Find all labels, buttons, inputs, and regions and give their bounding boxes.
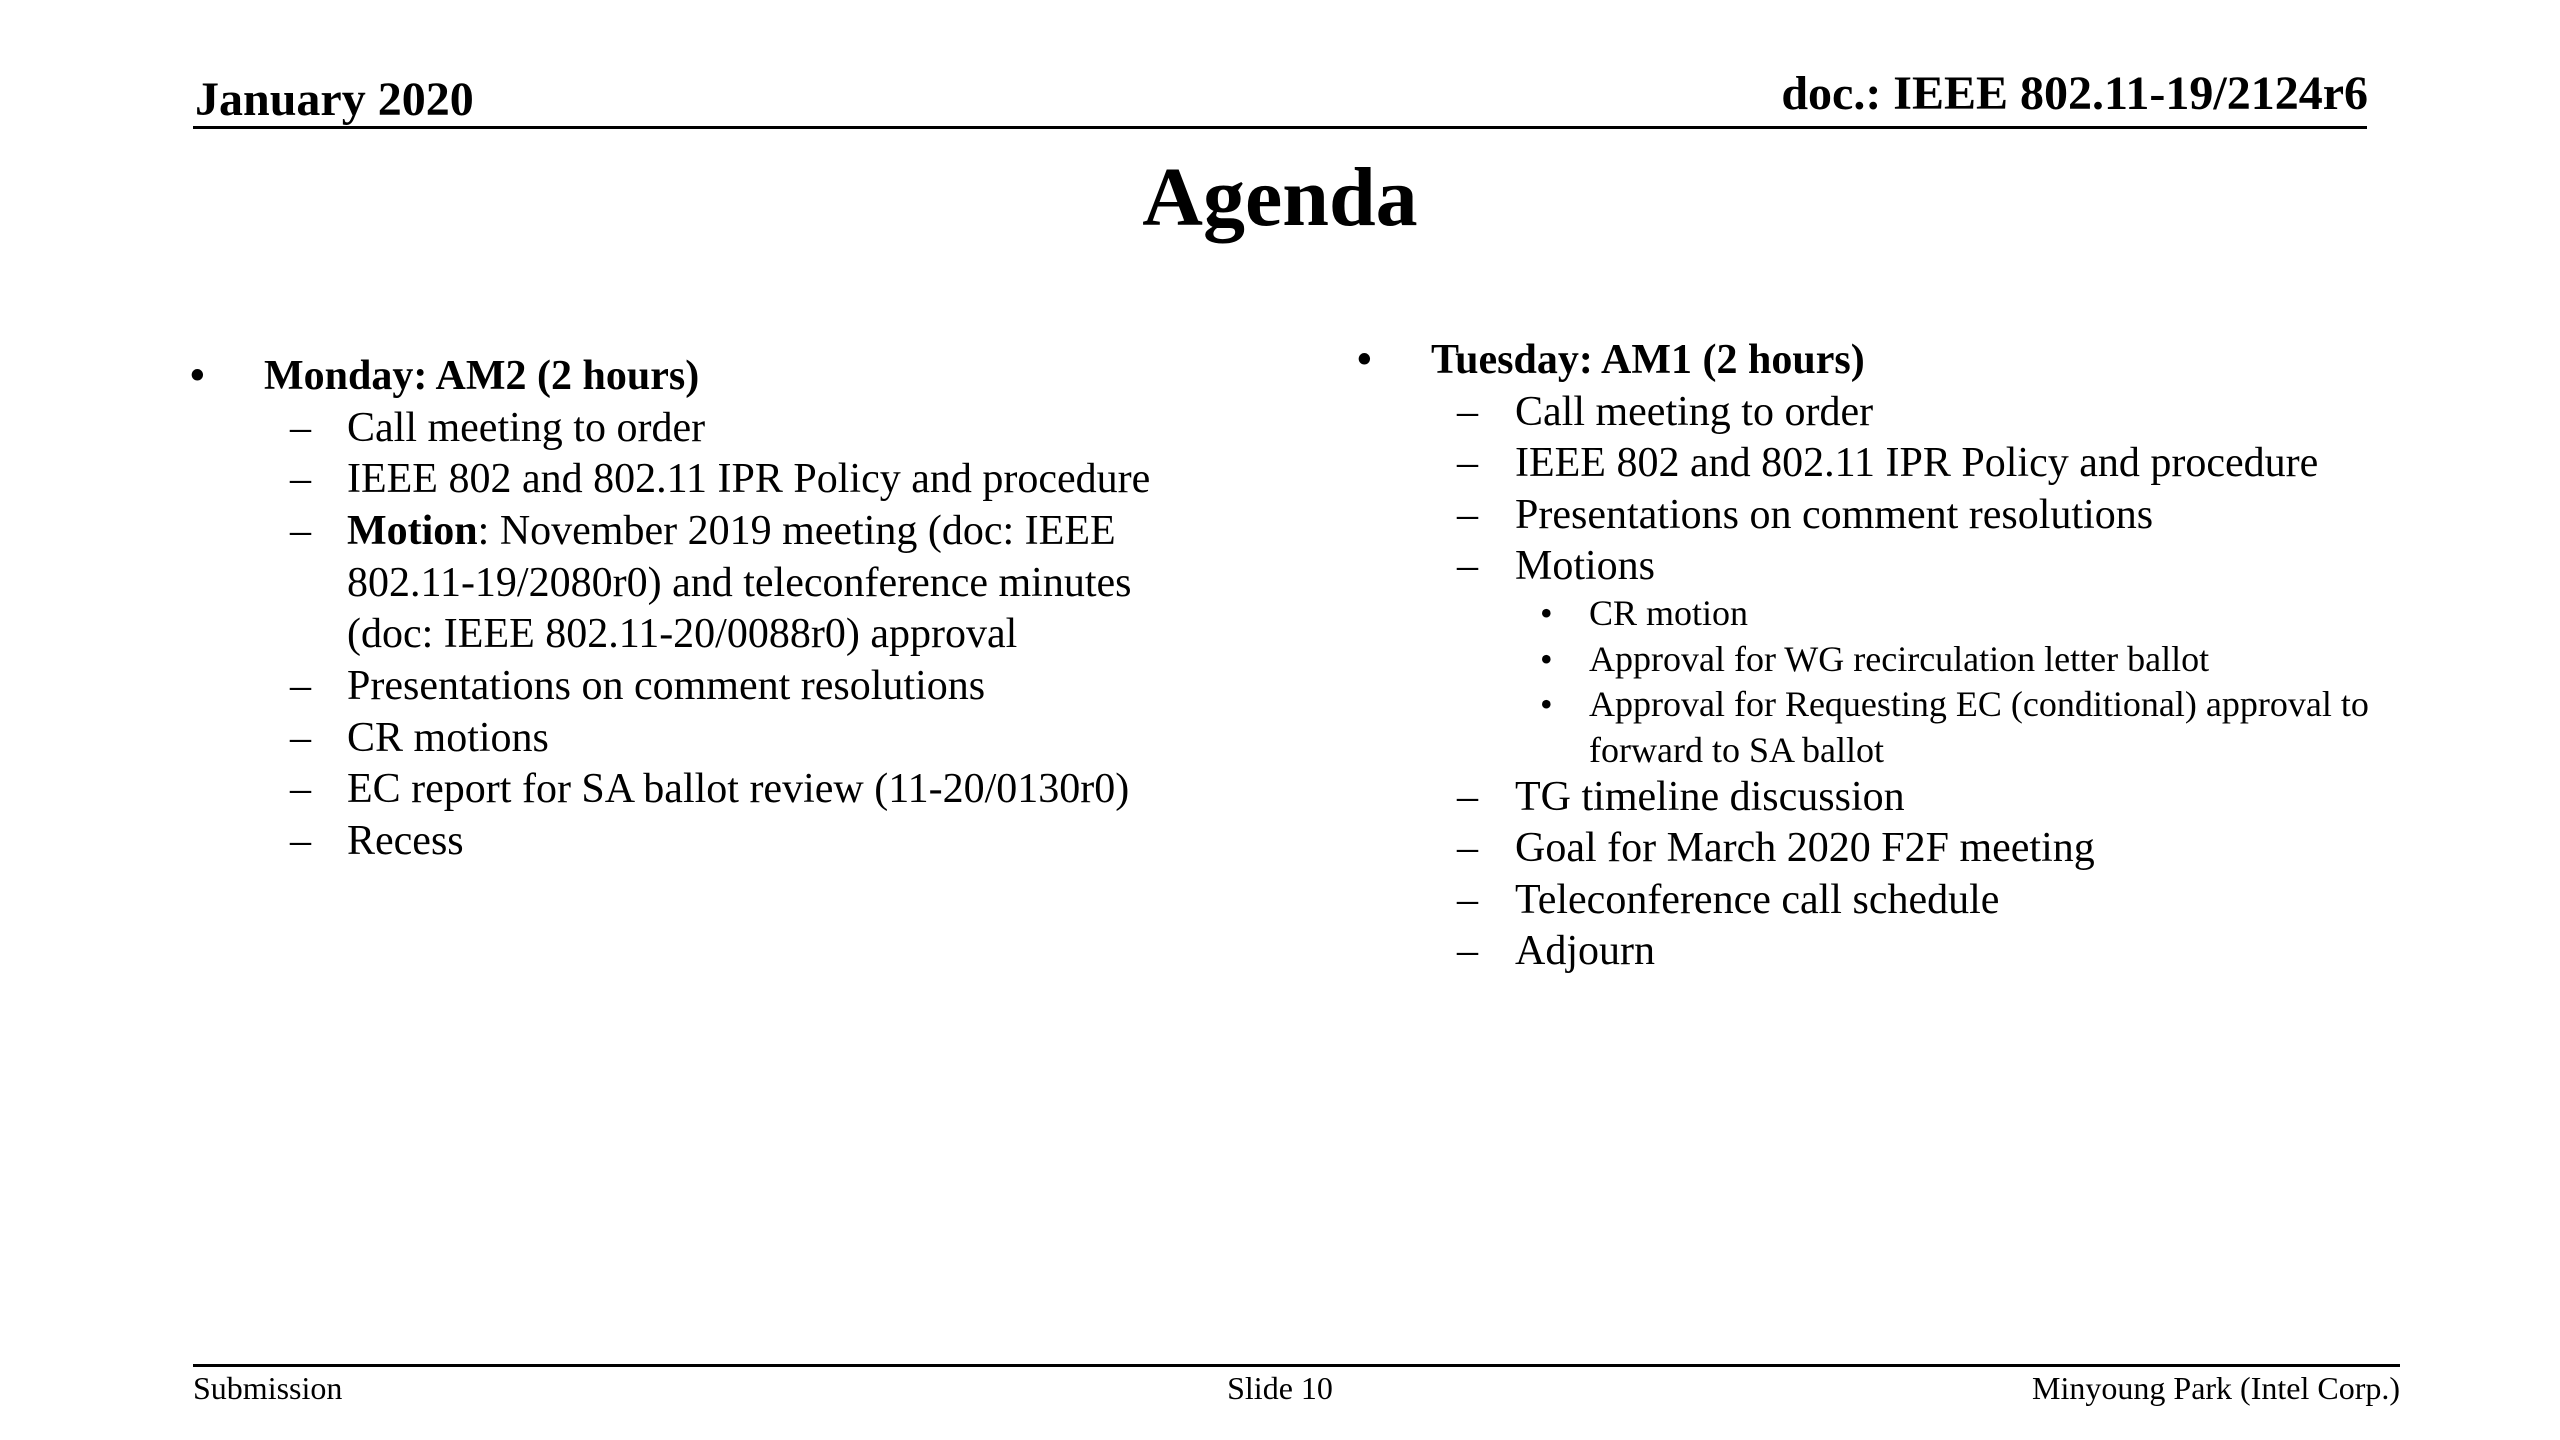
bullet-marker: • <box>1540 684 1553 724</box>
footer-slide-number: Slide 10 <box>1227 1370 1333 1406</box>
right-item-text: Teleconference call schedule <box>1515 877 2000 923</box>
header-rule <box>193 126 2367 129</box>
dash-marker: – <box>290 405 311 451</box>
left-item-text: EC report for SA ballot review (11-20/0130r0) <box>347 766 1130 812</box>
right-item-text: Call meeting to order <box>1515 389 1874 435</box>
motion-line-3: (doc: IEEE 802.11-20/0088r0) approval <box>347 611 1018 657</box>
dash-marker: – <box>1457 440 1478 486</box>
dash-marker: – <box>290 766 311 812</box>
dash-marker: – <box>290 663 311 709</box>
dash-marker: – <box>290 715 311 761</box>
right-item-text: Goal for March 2020 F2F meeting <box>1515 825 2095 871</box>
dash-marker: – <box>290 456 311 502</box>
motion-line-1: : November 2019 meeting (doc: IEEE <box>477 508 1116 554</box>
motion-line-2: 802.11-19/2080r0) and teleconference minutes <box>347 560 1132 606</box>
motion-bold-prefix: Motion <box>347 508 478 554</box>
dash-marker: – <box>1457 928 1478 974</box>
dash-marker: – <box>290 508 311 554</box>
bullet-marker: • <box>1540 639 1553 679</box>
bullet-marker: • <box>1357 337 1372 383</box>
right-item-text: Motions <box>1515 543 1656 589</box>
left-item-text: Recess <box>347 818 464 864</box>
right-heading-text: Tuesday: AM1 (2 hours) <box>1431 337 1865 383</box>
dash-marker: – <box>1457 825 1478 871</box>
header-doc-id: doc.: IEEE 802.11-19/2124r6 <box>1781 67 2368 120</box>
dash-marker: – <box>290 818 311 864</box>
motions-subitem-text: Approval for WG recirculation letter ballot <box>1589 639 2210 679</box>
left-heading-text: Monday: AM2 (2 hours) <box>264 353 700 399</box>
motions-subitem-text: CR motion <box>1589 593 1749 633</box>
left-item-text: IEEE 802 and 802.11 IPR Policy and procedure <box>347 456 1151 502</box>
motions-subitem-text: forward to SA ballot <box>1589 730 1884 770</box>
header-date: January 2020 <box>195 73 474 126</box>
dash-marker: – <box>1457 492 1478 538</box>
footer-submission: Submission <box>193 1370 343 1406</box>
bullet-marker: • <box>190 353 205 399</box>
right-item-text: Presentations on comment resolutions <box>1515 492 2154 538</box>
dash-marker: – <box>1457 389 1478 435</box>
footer-rule <box>193 1364 2400 1367</box>
right-item-text: Adjourn <box>1515 928 1655 974</box>
slide-title: Agenda <box>1142 151 1418 244</box>
right-item-text: TG timeline discussion <box>1515 774 1905 820</box>
motions-subitem-text: Approval for Requesting EC (conditional) approval to <box>1589 684 2369 724</box>
dash-marker: – <box>1457 543 1478 589</box>
left-item-text: Call meeting to order <box>347 405 706 451</box>
dash-marker: – <box>1457 877 1478 923</box>
dash-marker: – <box>1457 774 1478 820</box>
right-item-text: IEEE 802 and 802.11 IPR Policy and procedure <box>1515 440 2319 486</box>
bullet-marker: • <box>1540 593 1553 633</box>
left-item-text: CR motions <box>347 715 549 761</box>
left-item-text: Presentations on comment resolutions <box>347 663 986 709</box>
footer-author: Minyoung Park (Intel Corp.) <box>2032 1370 2400 1406</box>
